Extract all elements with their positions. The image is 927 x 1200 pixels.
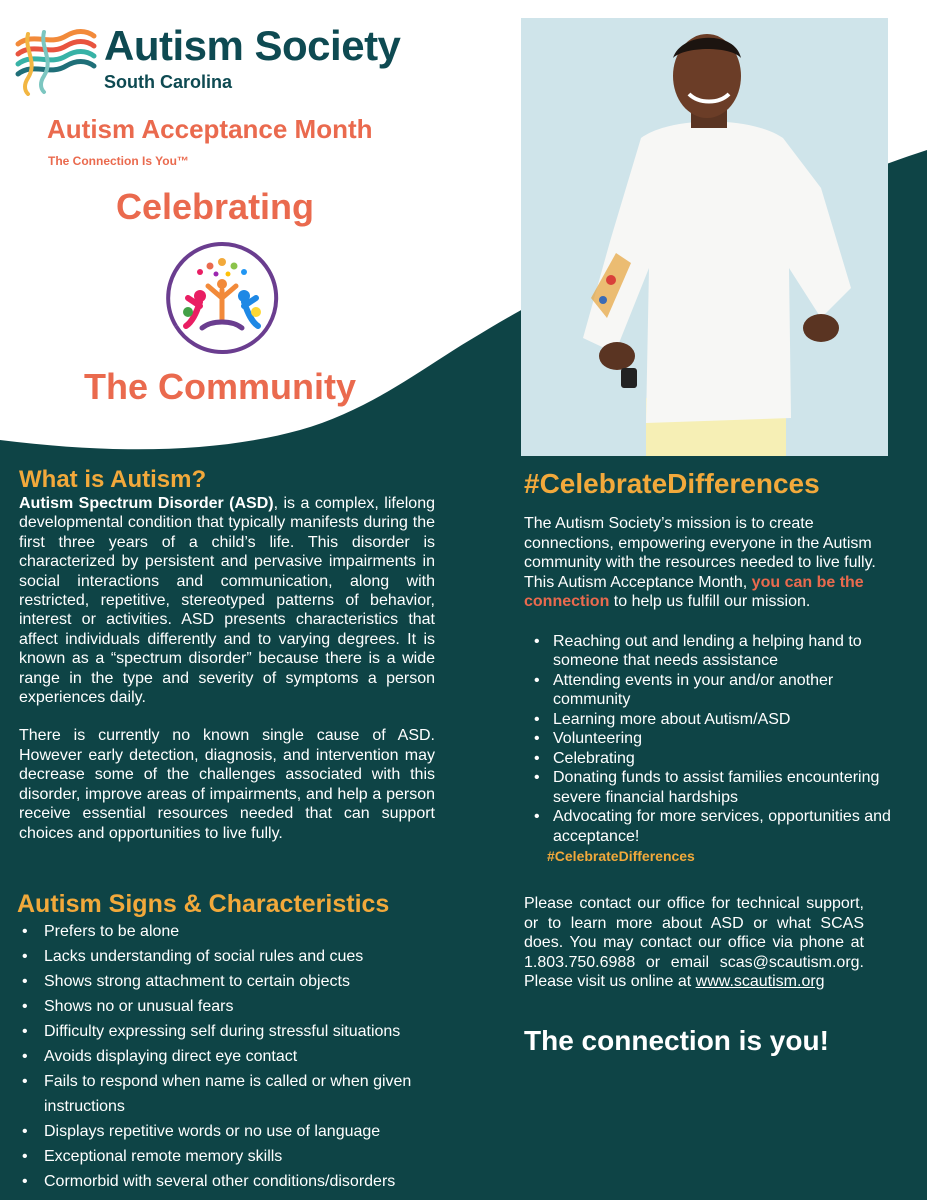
asd-definition: , is a complex, lifelong developmental condition that typically manifests during the first three years of a child’s life. This disorder is characterized by persistent and pervasive impairments in social interactions and communication, along with restricted, repetitive, stereotyped patterns of behavior, interest or activities. ASD presents characteristics that affect individuals differently and to varying degrees. It is known as a “spectrum disorder” because there is a wide range in the type and severity of symptoms a person experiences daily. — [19, 495, 435, 707]
website-link[interactable]: www.scautism.org — [695, 973, 825, 990]
list-item: • Learning more about Autism/ASD — [534, 710, 904, 730]
list-item: • Lacks understanding of social rules and cues — [20, 944, 450, 969]
brand-chapter: South Carolina — [104, 72, 233, 92]
celebrating-heading: Celebrating — [116, 186, 315, 227]
mission-accent: you can be the connection — [524, 573, 864, 610]
list-item: • Reaching out and lending a helping hand to someone that needs assistance — [534, 632, 904, 671]
month-title: Autism Acceptance Month — [47, 114, 373, 144]
list-item: • Displays repetitive words or no use of language — [20, 1119, 450, 1144]
mission-text: The Autism Society’s mission is to create connections, empowering everyone in the Autism community with the resources needed to live fully. This Autism Acceptance Month, — [524, 515, 876, 591]
list-item: • Volunteering — [534, 729, 904, 749]
list-item: • Avoids displaying direct eye contact — [20, 1044, 450, 1069]
list-item: • Exceptional remote memory skills — [20, 1144, 450, 1169]
autism-society-logo-icon — [14, 26, 98, 96]
list-item: • Donating funds to assist families encountering severe financial hardships — [534, 768, 904, 807]
asd-term: Autism Spectrum Disorder (ASD) — [19, 495, 274, 512]
smiling-man-photo — [521, 18, 888, 456]
list-item: • Difficulty expressing self during stressful situations — [20, 1019, 450, 1044]
contact-text: Please contact our office for technical support, or to learn more about ASD or what SCAS does. You may contact our office via phone at 1.803.750.6988 or email scas@scautism.org. Please visit us online at — [524, 895, 864, 990]
celebrate-differences-hashtag: #CelebrateDifferences — [547, 848, 695, 864]
tagline: The Connection Is You™ — [48, 154, 189, 168]
brand-name: Autism Society — [104, 22, 401, 69]
list-item: • Advocating for more services, opportunities and acceptance! — [534, 807, 904, 846]
list-item: • Cormorbid with several other conditions/disorders — [20, 1169, 450, 1194]
asd-cause-paragraph: There is currently no known single cause of ASD. However early detection, diagnosis, and intervention may decrease some of the challenges associated with this disorder, improve areas of impairments, and help a person receive essential resources needed that can support choices and opportunities to live fully. — [19, 727, 435, 842]
community-people-circle-icon — [162, 240, 282, 356]
what-is-autism-section — [19, 466, 435, 843]
celebrate-differences-section — [524, 468, 904, 1057]
signs-list — [20, 919, 450, 1194]
closing-heading: The connection is you! — [524, 1024, 829, 1056]
mission-paragraph — [524, 514, 904, 612]
contact-paragraph — [524, 894, 864, 992]
list-item: • Celebrating — [534, 749, 904, 769]
list-item: • Prefers to be alone — [20, 919, 450, 944]
list-item: • Shows no or unusual fears — [20, 994, 450, 1019]
mission-text-end: to help us fulfill our mission. — [609, 593, 811, 610]
what-is-autism-paragraph — [19, 494, 435, 707]
celebrate-differences-heading: #CelebrateDifferences — [524, 468, 820, 499]
what-is-autism-heading: What is Autism? — [19, 466, 207, 493]
action-list — [524, 632, 904, 847]
signs-heading: Autism Signs & Characteristics — [17, 890, 390, 918]
list-item: • Attending events in your and/or another community — [534, 671, 904, 710]
list-item: • Fails to respond when name is called or when given instructions — [20, 1069, 450, 1119]
list-item: • Shows strong attachment to certain objects — [20, 969, 450, 994]
community-heading: The Community — [84, 366, 357, 407]
